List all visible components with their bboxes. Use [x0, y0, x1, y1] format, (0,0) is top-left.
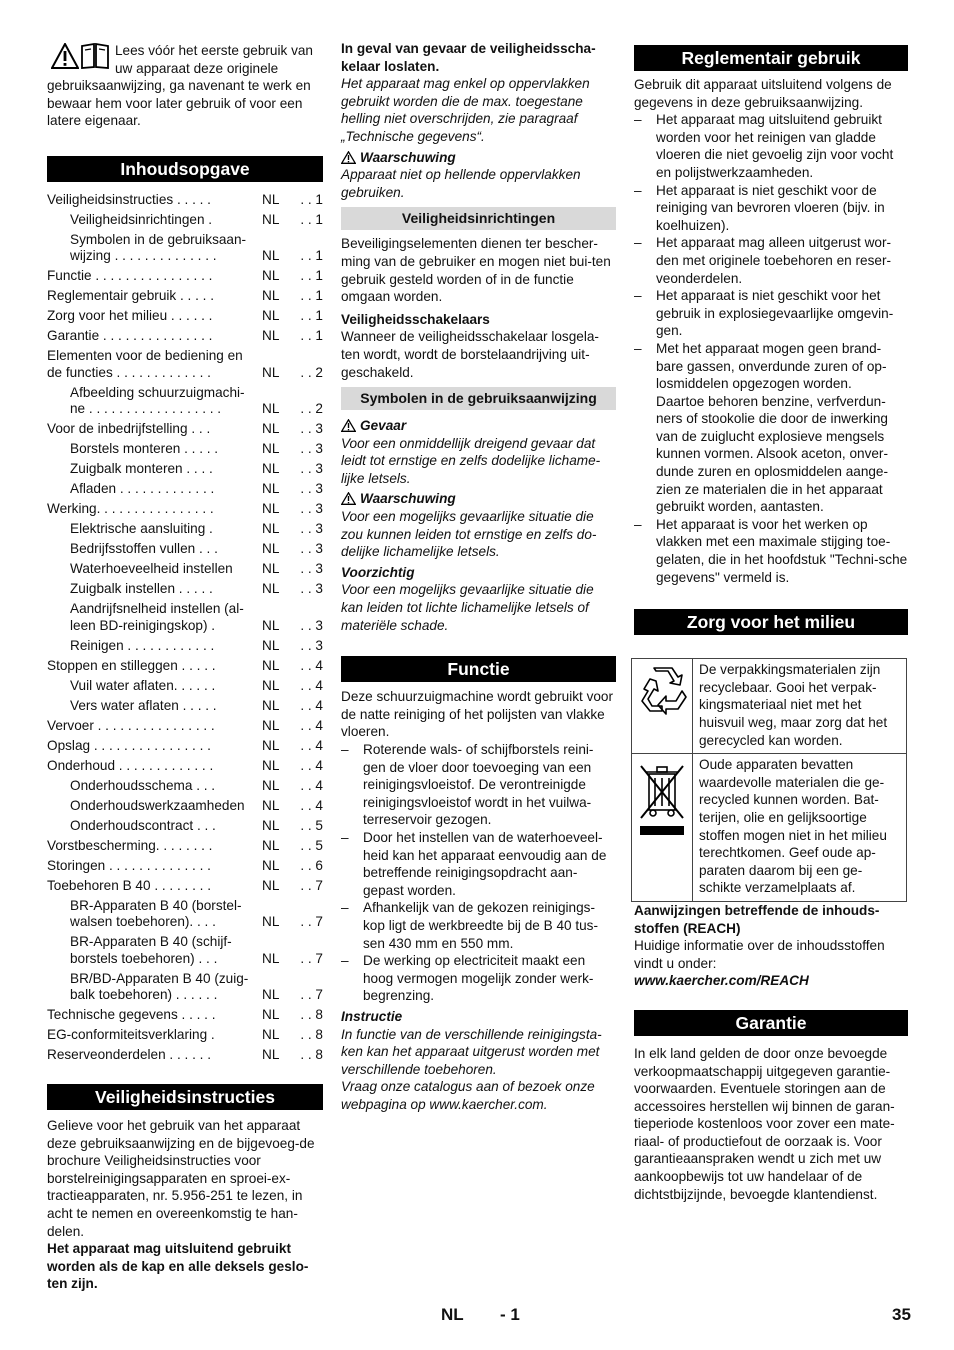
toc-entry-title: Veiligheidsinrichtingen . [70, 211, 213, 227]
toc-entry[interactable] [47, 481, 323, 498]
toc-entry[interactable] [47, 385, 323, 418]
toc-entry-language: NL [262, 637, 280, 653]
toc-entry[interactable] [47, 581, 323, 598]
page-number: 35 [892, 1305, 911, 1324]
warning-label: Waarschuwing [341, 149, 616, 167]
warning-icon [341, 419, 356, 432]
toc-entry-title: Zorg voor het milieu . . . . . . [47, 308, 213, 324]
toc-entry-title: Reinigen . . . . . . . . . . . . [70, 637, 215, 653]
toc-entry-title: Onderhoud . . . . . . . . . . . . . [47, 757, 214, 773]
toc-entry[interactable] [47, 858, 323, 875]
toc-entry[interactable] [47, 1047, 323, 1064]
toc-entry[interactable] [47, 441, 323, 458]
toc-entry-language: NL [262, 817, 280, 833]
safety-bold-text: Het apparaat mag uitsluitend gebruikt worden als de kap en alle deksels geslo-ten zijn. [47, 1241, 309, 1292]
toc-entry-title: Borstels monteren . . . . . [70, 441, 219, 457]
toc-entry-title: Technische gegevens . . . . . [47, 1007, 216, 1023]
safety-heading: Veiligheidsinstructies [47, 1084, 323, 1110]
toc-entry-page: . . 4 [300, 777, 323, 793]
toc-entry-page: . . 3 [300, 461, 323, 477]
toc-entry-page: . . 3 [300, 421, 323, 437]
toc-entry-page: . . 3 [300, 637, 323, 653]
table-of-contents [47, 192, 323, 1064]
environment-heading: Zorg voor het milieu [634, 609, 908, 635]
toc-entry-title: Garantie . . . . . . . . . . . . . . . [47, 328, 213, 344]
column-right [634, 45, 908, 1203]
intro-block [47, 40, 323, 130]
toc-entry-title: Onderhoudswerkzaamheden [70, 797, 245, 813]
toc-entry-language: NL [262, 501, 280, 517]
list-item: – Roterende wals- of schijfborstels reini-gen de vloer door toevoeging van een reinigingsvloeistof. De verontreinigde reinigingsvloeistof wordt in het vuilwa-terreservoir gezogen. [341, 741, 616, 829]
slope-text: Het apparaat mag enkel op oppervlakken gebruikt worden die de max. toegestane helling niet overschrijden, zie paragraaf „Technische gegevens“. [341, 76, 590, 144]
toc-entry-title: Afbeelding schuurzuigmachi-ne . . . . . . . . . . . . . . . . . . [70, 384, 245, 417]
toc-entry-page: . . 1 [300, 211, 323, 227]
toc-entry-language: NL [262, 777, 280, 793]
instruction-label: Instructie [341, 1008, 403, 1024]
list-item: – Met het apparaat mogen geen brand-bare gassen, onverdunde zuren of op-losmiddelen opgezogen worden. Daartoe behoren benzine, verfverdun-ners of stookolie die door de inwerking van de zuiglucht explosieve mengsels kunnen vormen. Alsook aceton, onver-dunde zuren en oplosmiddelen aange-zien ze materialen die in het apparaat gebruikt worden, aantasten. [634, 340, 908, 516]
toc-entry-page: . . 4 [300, 677, 323, 693]
intended-use-list [634, 111, 908, 586]
toc-entry-language: NL [262, 461, 280, 477]
toc-entry-page: . . 5 [300, 817, 323, 833]
toc-entry-title: Reserveonderdelen . . . . . . [47, 1047, 211, 1063]
toc-entry-page: . . 4 [300, 657, 323, 673]
toc-entry-page: . . 1 [300, 288, 323, 304]
toc-entry-page: . . 5 [300, 837, 323, 853]
warning-text: Apparaat niet op hellende oppervlakken gebruiken. [341, 167, 581, 200]
toc-entry[interactable] [47, 232, 323, 265]
list-item: – Door het instellen van de waterhoeveel-heid kan het apparaat eenvoudig aan de betreffende reinigingsopdracht aan-gepast worden. [341, 829, 616, 899]
warning-icon [341, 151, 356, 164]
toc-entry-title: Vervoer . . . . . . . . . . . . . . . . [47, 717, 215, 733]
intended-use-text: Gebruik dit apparaat uitsluitend volgens de gegevens in deze gebruiksaanwijzing. [634, 77, 892, 110]
toc-entry-page: . . 1 [300, 308, 323, 324]
toc-entry-page: . . 1 [300, 191, 323, 207]
toc-entry-page: . . 3 [300, 581, 323, 597]
column-left [47, 40, 323, 1293]
toc-entry-title: Aandrijfsnelheid instellen (al-leen BD-reinigingskop) . [70, 601, 244, 633]
toc-entry-title: Vers water aflaten . . . . . [70, 697, 217, 713]
toc-entry-language: NL [262, 950, 280, 966]
toc-entry[interactable] [47, 288, 323, 305]
list-item: – Het apparaat mag alleen uitgerust wor-den met originele toebehoren en reser-veonderdelen. [634, 234, 908, 287]
toc-entry-language: NL [262, 617, 280, 633]
toc-entry-title: Stoppen en stilleggen . . . . . [47, 657, 216, 673]
crossed-bin-icon [637, 760, 687, 840]
toc-entry[interactable] [47, 328, 323, 345]
catalog-text: Vraag onze catalogus aan of bezoek onze webpagina op www.kaercher.com. [341, 1079, 595, 1112]
list-item-extra: Daartoe behoren benzine, verfverdun-ners of stookolie die door de inwerking van de zuiglucht explosieve mengsels kunnen vormen. Alsook aceton, onver-dunde zuren en oplosmiddelen aange-zien ze materialen die in het apparaat gebruikt worden, aantasten. [656, 393, 889, 515]
toc-entry-page: . . 8 [300, 1007, 323, 1023]
toc-entry-title: Vorstbescherming. . . . . . . . [47, 837, 213, 853]
weee-cell [632, 754, 693, 902]
toc-entry-page: . . 6 [300, 857, 323, 873]
weee-text: Oude apparaten bevatten waardevolle materialen die ge-recycled kunnen worden. Bat-terijen, olie en gelijksoortige stoffen mogen niet in het milieu terechtkomen. Geef oude ap-paraten daarom bij een ge-schikte verzamelplaats af. [693, 754, 907, 902]
toc-entry-title: Zuigbalk instellen . . . . . [70, 581, 213, 597]
toc-entry-title: Symbolen in de gebruiksaan-wijzing . . . . . . . . . . . . . . [70, 231, 247, 264]
toc-entry-language: NL [262, 481, 280, 497]
toc-entry[interactable] [47, 461, 323, 478]
toc-entry[interactable] [47, 601, 323, 634]
toc-entry-language: NL [262, 191, 280, 207]
toc-entry-page: . . 2 [300, 401, 323, 417]
warranty-text: In elk land gelden de door onze bevoegde verkoopmaatschappij uitgegeven garantie-voorwaarden. Eventuele storingen aan de accessoires herstellen wij binnen de garan-tieperiode kostenloos voor zover een mate-riaal- of productiefout de oorzaak is. Voor garantieaanspraken wendt u zich met uw aankoopbewijs tot uw handelaar of de dichtstbijzijnde, bevoegde klantendienst. [634, 1045, 895, 1202]
toc-entry[interactable] [47, 778, 323, 795]
function-heading: Functie [341, 656, 616, 682]
toc-entry-page: . . 4 [300, 697, 323, 713]
toc-entry-language: NL [262, 757, 280, 773]
toc-entry-language: NL [262, 797, 280, 813]
toc-entry-page: . . 8 [300, 1047, 323, 1063]
footer-section-page: - 1 [500, 1305, 520, 1324]
caution-label: Voorzichtig [341, 564, 415, 580]
toc-entry[interactable] [47, 971, 323, 1004]
toc-entry[interactable] [47, 541, 323, 558]
toc-entry[interactable] [47, 698, 323, 715]
toc-entry-language: NL [262, 1007, 280, 1023]
toc-entry-language: NL [262, 288, 280, 304]
toc-entry[interactable] [47, 561, 323, 578]
toc-entry-title: Opslag . . . . . . . . . . . . . . . . [47, 737, 211, 753]
toc-entry[interactable] [47, 658, 323, 675]
toc-entry[interactable] [47, 421, 323, 438]
toc-entry[interactable] [47, 521, 323, 538]
toc-entry-page: . . 3 [300, 541, 323, 557]
toc-entry-page: . . 1 [300, 268, 323, 284]
toc-entry-language: NL [262, 914, 280, 930]
toc-entry-title: Reglementair gebruik . . . . . [47, 288, 214, 304]
toc-entry-page: . . 3 [300, 561, 323, 577]
toc-entry-language: NL [262, 737, 280, 753]
warning-icon [51, 43, 79, 69]
toc-entry-page: . . 3 [300, 481, 323, 497]
warning-label-2: Waarschuwing [341, 490, 616, 508]
toc-entry[interactable] [47, 838, 323, 855]
reach-heading: Aanwijzingen betreffende de inhouds-stoffen (REACH) [634, 902, 880, 936]
toc-entry-title: Toebehoren B 40 . . . . . . . . [47, 877, 211, 893]
intro-text: Lees vóór het eerste gebruik van uw apparaat deze originele gebruiksaanwijzing, ga navenant te werk en bewaar hem voor later gebruik of voor een latere eigenaar. [47, 43, 313, 129]
toc-entry-page: . . 3 [300, 521, 323, 537]
toc-entry-language: NL [262, 401, 280, 417]
toc-entry-language: NL [262, 717, 280, 733]
environment-table [631, 658, 907, 902]
toc-entry[interactable] [47, 1007, 323, 1024]
table-row [632, 659, 907, 754]
toc-entry-language: NL [262, 677, 280, 693]
table-row [632, 754, 907, 902]
toc-entry-title: Bedrijfsstoffen vullen . . . [70, 541, 218, 557]
toc-entry-title: Onderhoudscontract . . . [70, 817, 216, 833]
toc-entry-language: NL [262, 581, 280, 597]
toc-entry-page: . . 7 [300, 877, 323, 893]
symbols-heading: Symbolen in de gebruiksaanwijzing [341, 387, 616, 410]
footer-language: NL [441, 1305, 464, 1324]
toc-entry-page: . . 7 [300, 914, 323, 930]
toc-entry[interactable] [47, 212, 323, 229]
toc-entry-title: Afladen . . . . . . . . . . . . . [70, 481, 215, 497]
toc-entry-page: . . 4 [300, 797, 323, 813]
toc-entry-title: Elementen voor de bediening en de functies . . . . . . . . . . . . . [47, 348, 243, 380]
toc-entry[interactable] [47, 348, 323, 381]
danger-text: Voor een onmiddellijk dreigend gevaar dat leidt tot ernstige en zelfs dodelijke lichame-lijke letsels. [341, 435, 601, 486]
warning-icon [341, 492, 356, 505]
toc-entry[interactable] [47, 878, 323, 895]
toc-entry-page: . . 4 [300, 717, 323, 733]
toc-entry-page: . . 3 [300, 441, 323, 457]
toc-entry-title: EG-conformiteitsverklaring . [47, 1027, 215, 1043]
intro-icons [47, 40, 111, 70]
toc-entry-page: . . 1 [300, 328, 323, 344]
danger-heading: In geval van gevaar de veiligheidsscha-kelaar loslaten. [341, 41, 596, 74]
toc-entry-page: . . 1 [300, 248, 323, 264]
toc-entry-title: Voor de inbedrijfstelling . . . [47, 421, 211, 437]
devices-text: Beveiligingselementen dienen ter bescher-ming van de gebruiker en mogen niet bui-ten gebruik gesteld worden of in de functie omgaan worden. [341, 236, 611, 305]
toc-entry-language: NL [262, 857, 280, 873]
list-item: – De werking op electriciteit maakt een hoog vermogen mogelijk zonder werk-begrenzing. [341, 952, 616, 1005]
toc-entry[interactable] [47, 818, 323, 835]
page-footer [0, 1306, 954, 1328]
toc-heading: Inhoudsopgave [47, 156, 323, 182]
manual-book-icon [80, 43, 110, 69]
toc-entry-title: Onderhoudsschema . . . [70, 777, 216, 793]
toc-entry[interactable] [47, 798, 323, 815]
toc-entry-page: . . 3 [300, 617, 323, 633]
toc-entry-language: NL [262, 268, 280, 284]
recycle-cell [632, 659, 693, 754]
list-item: – Het apparaat mag uitsluitend gebruikt worden voor het reinigen van gladde vloeren die niet gevoelig zijn voor vocht en polijstwerkzaamheden. [634, 111, 908, 181]
toc-entry[interactable] [47, 678, 323, 695]
toc-entry-title: Zuigbalk monteren . . . . [70, 461, 213, 477]
list-item: – Het apparaat is niet geschikt voor het gebruik in explosiegevaarlijke omgevin-gen. [634, 287, 908, 340]
toc-entry-language: NL [262, 421, 280, 437]
toc-entry-page: . . 4 [300, 757, 323, 773]
toc-entry-language: NL [262, 987, 280, 1003]
reach-link[interactable]: www.kaercher.com/REACH [634, 973, 809, 989]
toc-entry-language: NL [262, 877, 280, 893]
toc-entry[interactable] [47, 738, 323, 755]
reach-text: Huidige informatie over de inhoudsstoffen vindt u onder: [634, 938, 885, 971]
toc-entry-title: Werking. . . . . . . . . . . . . . . . [47, 501, 214, 517]
toc-entry-title: BR-Apparaten B 40 (schijf-borstels toebehoren) . . . [70, 934, 232, 966]
toc-entry-page: . . 4 [300, 737, 323, 753]
toc-entry-language: NL [262, 837, 280, 853]
toc-entry-language: NL [262, 1027, 280, 1043]
recycle-text: De verpakkingsmaterialen zijn recyclebaar. Gooi het verpak-kingsmateriaal niet met het huisvuil weg, maar zorg dat het gerecycled kan worden. [693, 659, 907, 754]
toc-entry-language: NL [262, 561, 280, 577]
toc-entry-title: Elektrische aansluiting . [70, 521, 213, 537]
instruction-text: In functie van de verschillende reinigingsta-ken kan het apparaat uitgerust worden met verschillende toebehoren. [341, 1026, 602, 1077]
toc-entry[interactable] [47, 638, 323, 655]
intended-use-heading: Reglementair gebruik [634, 45, 908, 71]
toc-entry-language: NL [262, 697, 280, 713]
function-list [341, 741, 616, 1005]
danger-label: Gevaar [341, 417, 616, 435]
list-item: – Het apparaat is niet geschikt voor de reiniging van bevroren vloeren (bijv. in koelhuizen). [634, 182, 908, 235]
toc-entry-language: NL [262, 541, 280, 557]
caution-text: Voor een mogelijks gevaarlijke situatie die kan leiden tot lichte lichamelijke letsels of materiële schade. [341, 582, 594, 633]
toc-entry-language: NL [262, 441, 280, 457]
toc-entry[interactable] [47, 1027, 323, 1044]
column-middle [341, 40, 616, 1113]
toc-entry-language: NL [262, 364, 280, 380]
list-item: – Het apparaat is voor het werken op vlakken met een maximale stijging toe-gelaten, die in het hoofdstuk "Techni-sche gegevens" vermeld is. [634, 516, 908, 586]
toc-entry[interactable] [47, 934, 323, 967]
toc-entry[interactable] [47, 308, 323, 325]
toc-entry-title: BR-Apparaten B 40 (borstel-walsen toebehoren). . . . [70, 897, 242, 930]
toc-entry[interactable] [47, 268, 323, 285]
toc-entry-language: NL [262, 308, 280, 324]
toc-entry-title: Vuil water aflaten. . . . . . [70, 677, 216, 693]
warranty-heading: Garantie [634, 1010, 908, 1036]
toc-entry-title: Storingen . . . . . . . . . . . . . . [47, 857, 211, 873]
toc-entry-language: NL [262, 521, 280, 537]
list-item: – Afhankelijk van de gekozen reinigings-kop ligt de werkbreedte bij de B 40 tus-sen 430 mm en 550 mm. [341, 899, 616, 952]
toc-entry-page: . . 8 [300, 1027, 323, 1043]
toc-entry-page: . . 7 [300, 987, 323, 1003]
toc-entry[interactable] [47, 718, 323, 735]
toc-entry-page: . . 3 [300, 501, 323, 517]
safety-text: Gelieve voor het gebruik van het apparaat deze gebruiksaanwijzing en de bijgevoeg-de brochure Veiligheidsinstructies voor borstelreinigingsapparaten en sproei-ex-tractieapparaten, nr. 5.956-251 te lezen, in acht te nemen en overeenkomstig te han-delen. [47, 1117, 315, 1239]
toc-entry[interactable] [47, 501, 323, 518]
toc-entry[interactable] [47, 758, 323, 775]
switch-heading: Veiligheidsschakelaars [341, 311, 490, 327]
switch-text: Wanneer de veiligheidsschakelaar losgela-ten wordt, wordt de borstelaandrijving uit-geschakeld. [341, 329, 599, 380]
recycle-icon [636, 665, 688, 717]
toc-entry-language: NL [262, 211, 280, 227]
toc-entry-page: . . 7 [300, 950, 323, 966]
toc-entry-language: NL [262, 657, 280, 673]
toc-entry-page: . . 2 [300, 364, 323, 380]
toc-entry-title: Veiligheidsinstructies . . . . . [47, 191, 211, 207]
toc-entry-language: NL [262, 248, 280, 264]
toc-entry[interactable] [47, 192, 323, 209]
warning-text-2: Voor een mogelijks gevaarlijke situatie die zou kunnen leiden tot ernstige en zelfs do-delijke lichamelijke letsels. [341, 509, 597, 560]
toc-entry-language: NL [262, 1047, 280, 1063]
devices-heading: Veiligheidsinrichtingen [341, 207, 616, 230]
toc-entry-title: Functie . . . . . . . . . . . . . . . . [47, 268, 213, 284]
toc-entry-title: BR/BD-Apparaten B 40 (zuig-balk toebehoren) . . . . . . [70, 970, 249, 1003]
function-text: Deze schuurzuigmachine wordt gebruikt voor de natte reiniging of het polijsten van vlakke vloeren. [341, 689, 614, 740]
toc-entry-title: Waterhoeveelheid instellen [70, 561, 233, 577]
toc-entry-language: NL [262, 328, 280, 344]
toc-entry[interactable] [47, 898, 323, 931]
